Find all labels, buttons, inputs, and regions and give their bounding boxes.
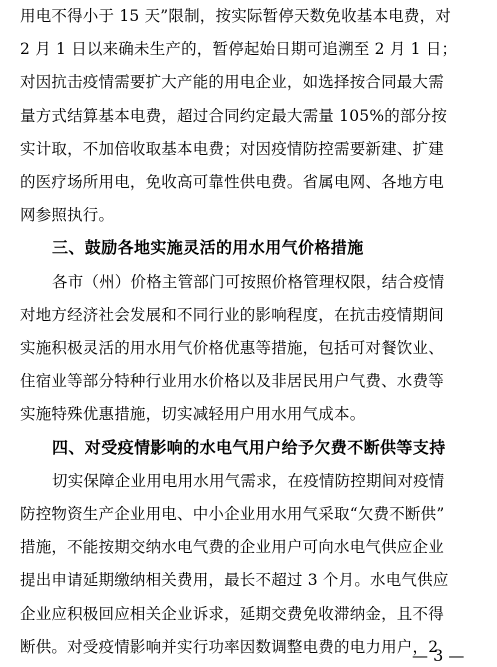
para3-line-2: 防控物资生产企业用电、中小企业用水用气采取“欠费不断供” bbox=[20, 505, 445, 523]
para2-line-1: 各市（州）价格主管部门可按照价格管理权限，结合疫情 bbox=[52, 272, 445, 291]
para2-line-4: 住宿业等部分特种行业用水价格以及非居民用户气费、水费等 bbox=[20, 372, 444, 391]
para1-line-3: 对因抗击疫情需要扩大产能的用电企业，如选择按合同最大需 bbox=[20, 73, 444, 92]
para1-line-5: 实计取，不加倍收取基本电费；对因疫情防控需要新建、扩建 bbox=[20, 139, 444, 158]
para3-line-6: 断供。对受疫情影响并实行功率因数调整电费的电力用户，2 bbox=[20, 637, 439, 656]
para2-line-5: 实施特殊优惠措施，切实减轻用户用水用气成本。 bbox=[20, 405, 366, 424]
para1-line-7: 网参照执行。 bbox=[20, 206, 115, 225]
para3-line-3: 措施，不能按期交纳水电气费的企业用户可向水电气供应企业 bbox=[20, 538, 444, 557]
para3-line-1: 切实保障企业用电用水用气需求，在疫情防控期间对疫情 bbox=[52, 471, 445, 490]
section-heading-3: 三、鼓励各地实施灵活的用水用气价格措施 bbox=[52, 238, 364, 258]
para2-line-3: 实施积极灵活的用水用气价格优惠等措施，包括可对餐饮业、 bbox=[20, 339, 444, 357]
para3-line-5: 企业应积极回应相关企业诉求，延期交费免收滞纳金，且不得 bbox=[20, 604, 444, 623]
para2-line-2: 对地方经济社会发展和不同行业的影响程度，在抗击疫情期间 bbox=[20, 305, 444, 324]
section-heading-4: 四、对受疫情影响的水电气用户给予欠费不断供等支持 bbox=[52, 437, 446, 457]
para1-line-6: 的医疗场所用电，免收高可靠性供电费。省属电网、各地方电 bbox=[20, 173, 444, 191]
para1-line-1: 用电不得小于 15 天”限制，按实际暂停天数免收基本电费，对 bbox=[20, 7, 452, 25]
page-number: — 3 — bbox=[412, 646, 465, 665]
para3-line-4: 提出申请延期缴纳相关费用，最长不超过 3 个月。水电气供应 bbox=[20, 571, 449, 590]
para1-line-4: 量方式结算基本电费，超过合同约定最大需量 105%的部分按 bbox=[20, 106, 448, 125]
para1-line-2: 2 月 1 日以来确未生产的，暂停起始日期可追溯至 2 月 1 日； bbox=[20, 40, 458, 59]
